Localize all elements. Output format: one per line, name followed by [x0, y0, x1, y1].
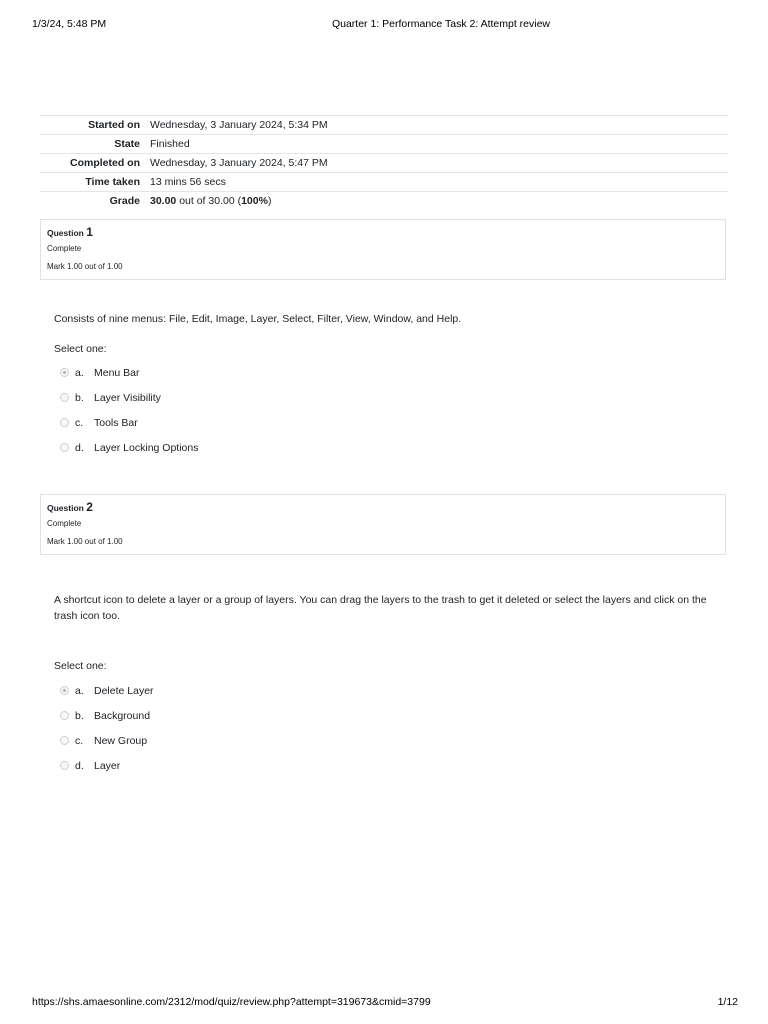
option-label: Delete Layer	[94, 685, 154, 697]
option-letter: c.	[75, 417, 84, 429]
radio-icon[interactable]	[60, 761, 69, 770]
radio-selected-icon[interactable]	[60, 686, 69, 695]
option-label: Layer	[94, 760, 121, 772]
select-one-prompt: Select one:	[54, 343, 107, 355]
option-letter: a.	[75, 367, 84, 379]
answer-option-a[interactable]	[60, 685, 460, 710]
answer-option-c[interactable]	[60, 735, 460, 760]
option-letter: b.	[75, 392, 84, 404]
option-label: New Group	[94, 735, 148, 747]
option-label: Menu Bar	[94, 367, 140, 379]
summary-label: Time taken	[85, 176, 140, 188]
print-footer	[32, 996, 738, 1010]
radio-icon[interactable]	[60, 418, 69, 427]
radio-icon[interactable]	[60, 443, 69, 452]
summary-row-state	[40, 135, 728, 154]
question-state: Complete	[47, 244, 82, 253]
print-date: 1/3/24, 5:48 PM	[32, 18, 107, 30]
option-letter: d.	[75, 760, 84, 772]
answer-option-c[interactable]	[60, 417, 460, 442]
answer-option-b[interactable]	[60, 710, 460, 735]
attempt-summary-table	[40, 115, 728, 210]
answer-option-b[interactable]	[60, 392, 460, 417]
summary-label: State	[114, 138, 140, 150]
option-letter: a.	[75, 685, 84, 697]
option-letter: c.	[75, 735, 84, 747]
summary-label: Started on	[88, 119, 140, 131]
summary-row-grade	[40, 192, 728, 211]
question-number	[47, 225, 719, 240]
grade-percent: 100%	[241, 195, 268, 207]
summary-label: Completed on	[70, 157, 140, 169]
summary-row-completed	[40, 154, 728, 173]
question-word: Question	[47, 503, 84, 513]
grade-score: 30.00	[150, 195, 177, 207]
radio-icon[interactable]	[60, 736, 69, 745]
summary-value	[145, 192, 728, 211]
summary-label: Grade	[109, 195, 140, 207]
question-num: 2	[86, 500, 93, 514]
option-label: Tools Bar	[94, 417, 138, 429]
question-text-2: A shortcut icon to delete a layer or a group of layers. You can drag the layers to the trash to get it deleted or select the layers and click on the trash icon too.	[54, 594, 707, 622]
question-number	[47, 500, 719, 515]
option-label: Layer Visibility	[94, 392, 161, 404]
option-letter: b.	[75, 710, 84, 722]
question-text-1: Consists of nine menus: File, Edit, Image, Layer, Select, Filter, View, Window, and Help.	[54, 313, 462, 325]
print-header	[32, 18, 740, 32]
summary-value: Finished	[150, 138, 190, 150]
question-num: 1	[86, 225, 93, 239]
summary-value: Wednesday, 3 January 2024, 5:34 PM	[150, 119, 328, 131]
radio-icon[interactable]	[60, 711, 69, 720]
page-url: https://shs.amaesonline.com/2312/mod/quiz/review.php?attempt=319673&cmid=3799	[32, 996, 431, 1008]
answer-option-d[interactable]	[60, 760, 460, 785]
summary-value: Wednesday, 3 January 2024, 5:47 PM	[150, 157, 328, 169]
radio-selected-icon[interactable]	[60, 368, 69, 377]
question-state: Complete	[47, 519, 82, 528]
answer-options-1	[60, 367, 460, 467]
answer-option-d[interactable]	[60, 442, 460, 467]
option-letter: d.	[75, 442, 84, 454]
option-label: Layer Locking Options	[94, 442, 199, 454]
question-info-2	[40, 494, 726, 555]
grade-out-of: out of 30.00 (	[176, 195, 242, 207]
select-one-prompt: Select one:	[54, 660, 107, 672]
print-title: Quarter 1: Performance Task 2: Attempt review	[331, 18, 551, 30]
summary-row-time-taken	[40, 173, 728, 192]
question-mark: Mark 1.00 out of 1.00	[47, 262, 123, 271]
summary-value: 13 mins 56 secs	[150, 176, 226, 188]
page-count: 1/12	[717, 996, 738, 1008]
answer-option-a[interactable]	[60, 367, 460, 392]
option-label: Background	[94, 710, 151, 722]
grade-close: )	[267, 195, 272, 207]
summary-row-started	[40, 116, 728, 135]
radio-icon[interactable]	[60, 393, 69, 402]
answer-options-2	[60, 685, 460, 785]
question-word: Question	[47, 228, 84, 238]
question-mark: Mark 1.00 out of 1.00	[47, 537, 123, 546]
question-info-1	[40, 219, 726, 280]
